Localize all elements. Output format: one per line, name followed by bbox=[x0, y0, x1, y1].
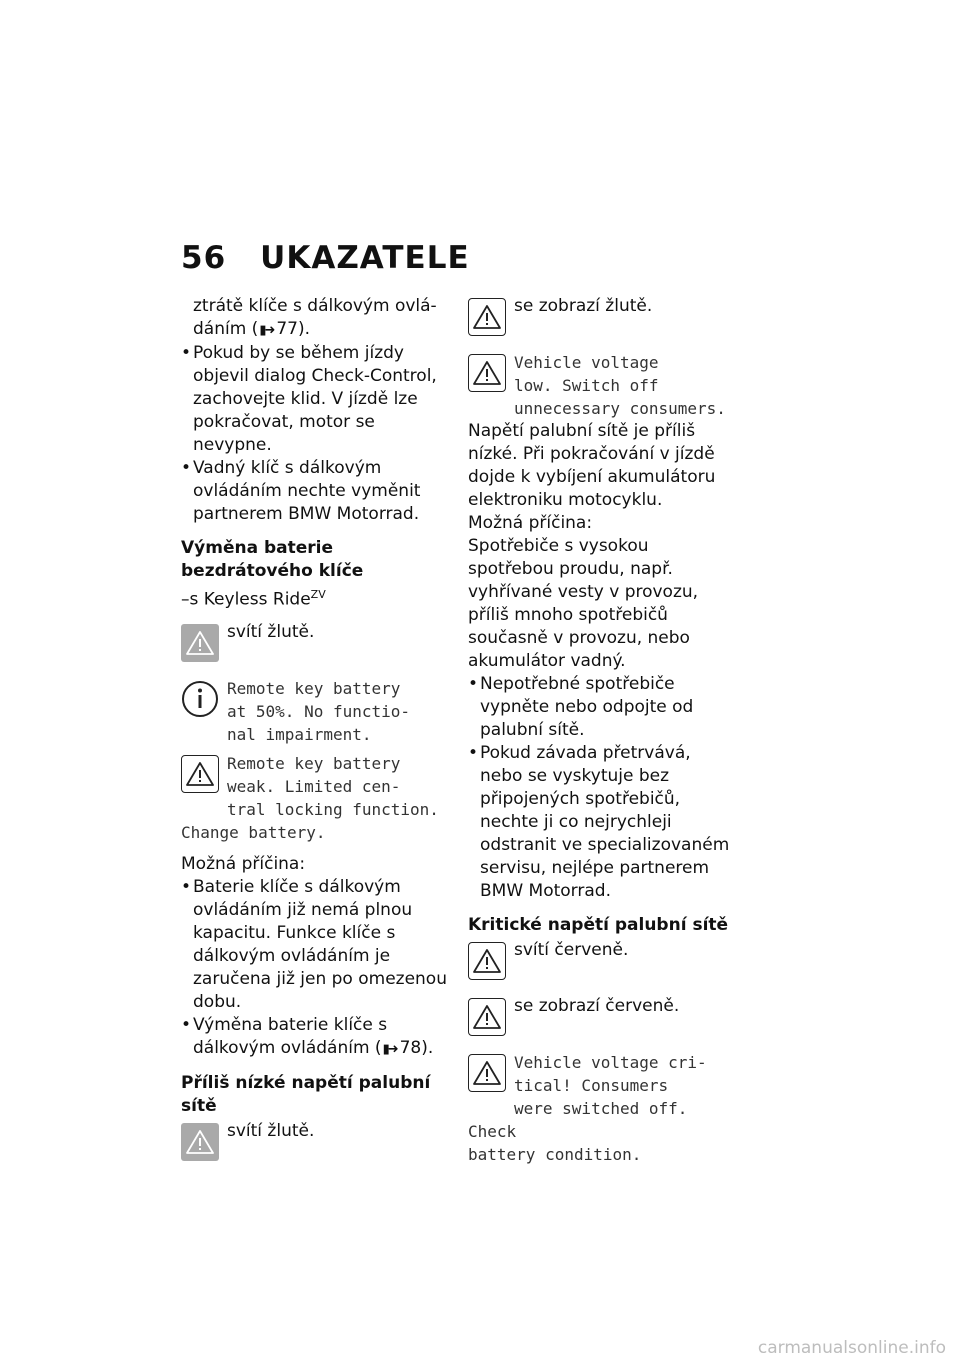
display-status-text: se zobrazí červeně. bbox=[514, 996, 680, 1016]
section-heading: Kritické napětí palubní sítě bbox=[468, 915, 729, 935]
list-item: • Výměna baterie klíče s dálkovým ovládáním (▮➜ 78). bbox=[181, 1014, 449, 1061]
display-row bbox=[468, 995, 736, 1042]
page-title: UKAZATELE bbox=[260, 240, 470, 276]
reference-arrow-icon: ▮➜ bbox=[259, 323, 274, 338]
info-icon bbox=[181, 680, 219, 718]
lamp-row bbox=[181, 621, 449, 668]
message-row bbox=[468, 1051, 736, 1166]
lamp-status-text: svítí žlutě. bbox=[227, 621, 315, 642]
display-message: Vehicle voltage low. Switch off unnecessary consumers. bbox=[514, 353, 726, 418]
warning-triangle-outline-icon bbox=[468, 998, 506, 1036]
cause-text: Spotřebiče s vysokou spotřebou proudu, např. vyhřívané vesty v provozu, příliš mnoho spotřebičů současně v provozu, nebo akumulátor vadný. bbox=[468, 536, 699, 671]
display-message: Remote key battery at 50%. No functio- nal impairment. bbox=[227, 678, 411, 744]
lamp-row bbox=[181, 1120, 449, 1167]
warning-triangle-outline-icon bbox=[181, 755, 219, 793]
section-heading: Výměna baterie bezdrátového klíče bbox=[181, 538, 364, 581]
option-label: –s Keyless Ride$^{ZV}$ bbox=[181, 588, 326, 610]
cause-label: Možná příčina: bbox=[468, 513, 593, 533]
section-heading: Příliš nízké napětí palubní sítě bbox=[181, 1072, 431, 1116]
page-number: 56 bbox=[181, 240, 227, 276]
display-message: Vehicle voltage cri- tical! Consumers were switched off. Check battery condition. bbox=[468, 1053, 707, 1164]
display-message: Remote key battery weak. Limited cen- tral locking function. Change battery. bbox=[181, 753, 439, 842]
display-row bbox=[468, 295, 736, 342]
display-status-text: se zobrazí žlutě. bbox=[514, 296, 653, 316]
list-item: • Baterie klíče s dálkovým ovládáním již nemá plnou kapacitu. Funkce klíče s dálkovým ovládáním je zaručena již jen po omezenou dobu. bbox=[181, 876, 449, 1014]
message-row bbox=[468, 351, 736, 420]
continuation-text: ztrátě klíče s dálkovým ovlá- dáním (▮➜ 77). bbox=[181, 295, 449, 342]
message-row bbox=[181, 752, 449, 844]
reference-arrow-icon: ▮➜ bbox=[382, 1041, 397, 1057]
lamp-status-text: svítí červeně. bbox=[514, 940, 629, 960]
list-item: • Nepotřebné spotřebiče vypněte nebo odpojte od palubní sítě. bbox=[468, 673, 736, 742]
right-column bbox=[468, 295, 736, 1166]
page-header bbox=[181, 240, 470, 276]
cause-label: Možná příčina: bbox=[181, 853, 306, 874]
warning-triangle-icon bbox=[181, 624, 219, 662]
warning-triangle-icon bbox=[181, 1123, 219, 1161]
list-item: • Pokud by se během jízdy objevil dialog Check-Control, zachovejte klid. V jízdě lze pokračovat, motor se nevypne. bbox=[181, 342, 449, 457]
list-item: • Vadný klíč s dálkovým ovládáním nechte vyměnit partnerem BMW Motorrad. bbox=[181, 457, 449, 526]
warning-triangle-outline-icon bbox=[468, 298, 506, 336]
list-item: • Pokud závada přetrvává, nebo se vyskytuje bez připojených spotřebičů, nechte ji co nejrychleji odstranit ve specializovaném servisu, nejlépe partnerem BMW Motorrad. bbox=[468, 742, 736, 903]
watermark: carmanualsonline.info bbox=[757, 1338, 946, 1358]
warning-triangle-outline-icon bbox=[468, 354, 506, 392]
left-column bbox=[181, 295, 449, 1167]
message-row bbox=[181, 677, 449, 746]
lamp-status-text: svítí žlutě. bbox=[227, 1120, 315, 1141]
description-text: Napětí palubní sítě je příliš nízké. Při pokračování v jízdě dojde k vybíjení akumulátoru elektroniku motocyklu. bbox=[468, 421, 716, 510]
warning-triangle-outline-icon bbox=[468, 942, 506, 980]
lamp-row bbox=[468, 939, 736, 986]
warning-triangle-outline-icon bbox=[468, 1054, 506, 1092]
